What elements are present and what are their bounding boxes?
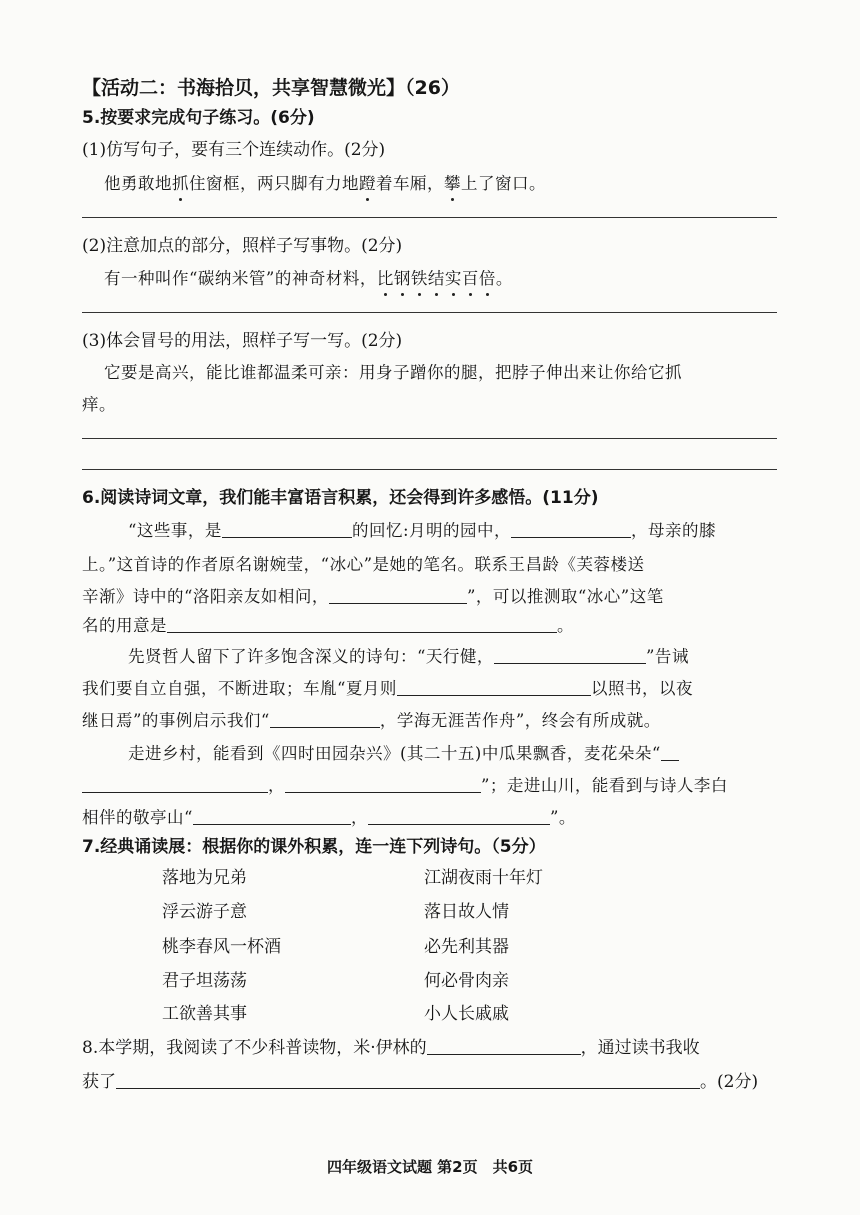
q6-line6: 我们要自立自强，不断进取；车胤“夏月则 以照书，以夜 [82,679,693,698]
question-6-title: 6.阅读诗词文章，我们能丰富语言积累，还会得到许多感悟。(11分) [82,488,599,508]
q6-line10: 相伴的敬亭山“ ， ”。 [82,808,576,827]
q6-line9: ， ”；走进山川，能看到与诗人李白 [82,772,728,796]
answer-line[interactable] [82,438,777,439]
q6-line8: 走进乡村，能看到《四时田园杂兴》(其二十五)中瓜果飘香，麦花朵朵“ [128,740,679,764]
poem-left-item[interactable]: 落地为兄弟 [162,868,247,888]
poem-left-item[interactable]: 君子坦荡荡 [162,971,247,991]
answer-line[interactable] [82,312,777,313]
q5-part1-prompt: (1)仿写句子，要有三个连续动作。(2分) [82,140,386,160]
fill-blank[interactable] [116,1072,700,1089]
dotted-char: 抓 [172,170,189,194]
q6-line5: 先贤哲人留下了许多饱含深义的诗句：“天行健， ”告诫 [128,647,689,666]
poem-left-item[interactable]: 浮云游子意 [162,902,247,922]
q5-part1-example: 他勇敢地抓住窗框，两只脚有力地蹬着车厢，攀上了窗口。 [104,170,546,194]
fill-blank[interactable] [368,808,550,825]
fill-blank[interactable] [494,647,646,664]
q6-line3: 辛渐》诗中的“洛阳亲友如相问， ”，可以推测取“冰心”这笔 [82,587,664,606]
question-7-title: 7.经典诵读展：根据你的课外积累，连一连下列诗句。（5分） [82,837,546,857]
fill-blank[interactable] [82,776,268,793]
fill-blank[interactable] [285,776,481,793]
fill-blank[interactable] [397,679,591,696]
poem-right-item[interactable]: 小人长戚戚 [424,1004,509,1024]
poem-left-item[interactable]: 桃李春风一杯酒 [162,937,281,957]
answer-line[interactable] [82,469,777,470]
fill-blank[interactable] [270,711,380,728]
poem-right-item[interactable]: 必先利其器 [424,937,509,957]
fill-blank[interactable] [661,744,679,761]
fill-blank[interactable] [511,521,631,538]
page-footer: 四年级语文试题 第2页 共6页 [326,1158,534,1176]
poem-right-item[interactable]: 江湖夜雨十年灯 [424,868,543,888]
section-heading: 【活动二：书海拾贝，共享智慧微光】（26） [82,77,460,99]
q6-line2: 上。”这首诗的作者原名谢婉莹，“冰心”是她的笔名。联系王昌龄《芙蓉楼送 [82,555,645,574]
q6-line7: 继日焉”的事例启示我们“ ，学海无涯苦作舟”，终会有所成就。 [82,711,661,730]
fill-blank[interactable] [222,521,352,538]
question-8-line2: 获了 。(2分) [82,1072,759,1092]
question-8-line1: 8.本学期，我阅读了不少科普读物，米·伊林的 ，通过读书我收 [82,1038,700,1058]
q5-part2-example: 有一种叫作“碳纳米管”的神奇材料，比钢铁结实百倍。 [104,265,513,289]
poem-right-item[interactable]: 落日故人情 [424,902,509,922]
fill-blank[interactable] [427,1038,581,1055]
q5-part3-prompt: (3)体会冒号的用法，照样子写一写。(2分) [82,331,403,351]
q5-part3-example-line1: 它要是高兴，能比谁都温柔可亲：用身子蹭你的腿，把脖子伸出来让你给它抓 [104,363,682,382]
dotted-char: 蹬 [359,170,376,194]
fill-blank[interactable] [167,616,557,633]
answer-line[interactable] [82,217,777,218]
q5-part2-prompt: (2)注意加点的部分，照样子写事物。(2分) [82,236,403,256]
q6-line4: 名的用意是 。 [82,616,574,635]
fill-blank[interactable] [329,587,467,604]
fill-blank[interactable] [193,808,351,825]
q6-line1: “这些事，是 的回忆:月明的园中， ，母亲的膝 [128,521,716,540]
poem-right-item[interactable]: 何必骨肉亲 [424,971,509,991]
dotted-char: 攀 [444,170,461,194]
q5-part3-example-line2: 痒。 [82,395,116,414]
poem-left-item[interactable]: 工欲善其事 [162,1004,247,1024]
question-5-title: 5.按要求完成句子练习。(6分) [82,108,315,128]
